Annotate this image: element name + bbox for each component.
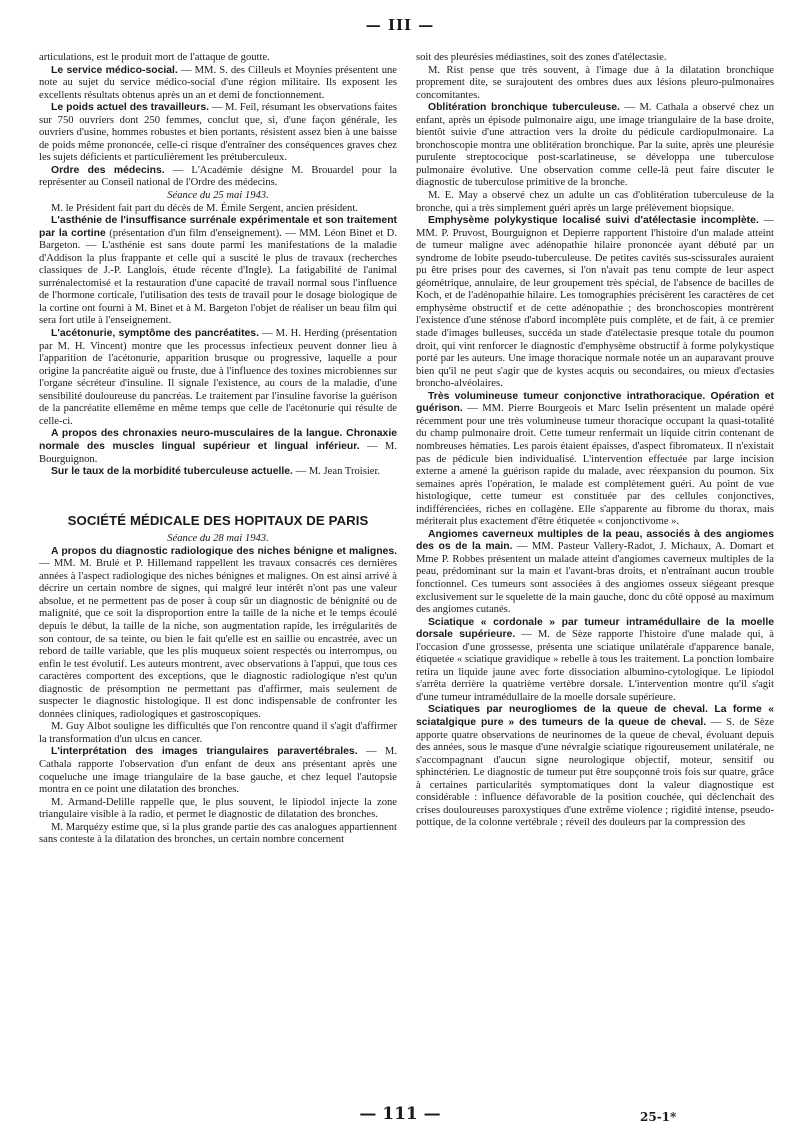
paragraph: M. Marquézy estime que, si la plus grande partie des cas analogues appartiennent sans conteste à la dilatation des bronches, un certain nombre concernent: [39, 821, 397, 846]
page-number-roman: — III —: [365, 16, 435, 34]
article-heading: Ordre des médecins.: [51, 164, 165, 176]
paragraph: Emphysème polykystique localisé suivi d'atélectasie incomplète. — MM. P. Pruvost, Bourguignon et Depierre rapportent l'histoire d'un malade atteint de tumeur maligne avec adénopathie hilaire prononcée ayant débuté par un syndrome de lobite pseudo-tuberculeuse. De petites cavités sus-scissurales auraient pu être prises pour des cavernes, si l'on n'avait pas tenu compte de leur aspect géométrique, annulaire, de leur groupement très spécial, de l'absence de bacilles de Koch, et de l'adénopathie hilaire. Les tomographies précisèrent les caractères de cet emphysème obstructif et de cette adénopathie ; des bronchoscopies montrèrent l'existence d'une sténose d'abord incomplète puis complète, et de fait, à ce premier stade d'images bulleuses, succéda un stade d'atélectasie presque totale du poumon droit, qui vint renforcer le diagnostic d'emphysème obstructif à forme polykystique porté par les auteurs. Une image thoracique normale notée un an auparavant prouve bien qu'il ne peut s'agir que de kystes acquis ou secondaires, ou mieux d'ectasies broncho-alvéolaires.: [416, 215, 774, 390]
article-heading: Le poids actuel des travailleurs.: [51, 102, 209, 114]
article-heading: L'interprétation des images triangulaires paravertébrales.: [51, 746, 358, 758]
paragraph: A propos des chronaxies neuro-musculaires de la langue. Chronaxie normale des muscles lingual supérieur et lingual inférieur. — M. Bourguignon.: [39, 428, 397, 465]
paragraph: Le service médico-social. — MM. S. des Cilleuls et Moynies présentent une note au sujet du service médico-social d'une région militaire. Ils exposent les excellents résultats obtenus après un an et demi de fonctionnement.: [39, 64, 397, 101]
right-column: [416, 52, 774, 1102]
session-date: Séance du 28 mai 1943.: [167, 533, 269, 545]
article-heading: A propos des chronaxies neuro-musculaires de la langue. Chronaxie normale des muscles lingual supérieur et lingual inférieur.: [39, 428, 397, 452]
article-heading: Sciatique « cordonale » par tumeur intramédullaire de la moelle dorsale supérieure.: [416, 616, 774, 641]
paragraph: M. E. May a observé chez un adulte un cas d'oblitération tuberculeuse de la bronche, qui a très simplement guéri après un large prélèvement biopsique.: [416, 190, 774, 214]
paragraph: soit des pleurésies médiastines, soit des zones d'atélectasie.: [416, 52, 667, 63]
paragraph: M. Armand-Delille rappelle que, le plus souvent, le lipiodol injecte la zone triangulaire visible à la radio, et permet le diagnostic de dilatation des bronches.: [39, 796, 397, 821]
society-heading: SOCIÉTÉ MÉDICALE DES HOPITAUX DE PARIS: [67, 512, 369, 528]
paragraph: Sciatiques par neurogliomes de la queue de cheval. La forme « sciatalgique pure » des tumeurs de la queue de cheval. — S. de Sèze apporte quatre observations de neurinomes de la queue de cheval, évoluant depuis des années, sous le masque d'une névralgie sciatique rigoureusement unilatérale, ne s'accompagnant d'aucun signe neurologique objectif, moteur, sensitif ou sphinctérien. Le diagnostic de tumeur put être soupçonné trois fois sur quatre, grâce à certaines particularités symptomatiques dont la valeur diagnostique est considérable : influence défavorable de la position couchée, qui déclenchait des crises douloureuses paroxystiques d'une extrême violence ; rigidité intense, pseudo-pottique, de la colonne vertébrale ; réveil des douleurs par la compression des: [416, 704, 774, 829]
article-heading: Sur le taux de la morbidité tuberculeuse actuelle.: [51, 466, 293, 478]
paragraph: M. le Président fait part du décès de M. Émile Sergent, ancien président.: [51, 202, 358, 214]
paragraph: M. Guy Albot souligne les difficultés que l'on rencontre quand il s'agit d'affirmer la transformation d'un ulcus en cancer.: [39, 721, 397, 745]
article-heading: L'acétonurie, symptôme des pancréatites.: [51, 328, 259, 340]
article-heading: Le service médico-social.: [51, 64, 178, 76]
paragraph: L'interprétation des images triangulaires paravertébrales. — M. Cathala rapporte l'observation d'un enfant de deux ans présentant après une coqueluche une image triangulaire de la base gauche, et chez lequel l'autopsie montra en ce point une dilatation des bronches.: [39, 746, 397, 796]
signature-mark: 25-1*: [640, 1110, 677, 1124]
paragraph: A propos du diagnostic radiologique des niches bénigne et malignes. — MM. M. Brulé et P. Hillemand rappellent les travaux consacrés ces dernières années à l'aspect radiologique des niches bénignes et malignes. On est ainsi arrivé à décrire un certain nombre de signes, qui malgré leur intérêt n'ont pas une valeur absolue, et ne permettent pas de poser à coup sûr un diagnostic de bénignité ou de malignité, que ce soit la disproportion entre la taille de la niche et le temps écoulé depuis le début, la taille de la niche, son augmentation rapide, les irrégularités de son contour, de sa teinte, ou bien le fait qu'elle est en saillie ou encastrée, avec un rebord de taille variable, que les plis muqueux soient respectés ou interrompus, ou enfin le test évolutif. Les auteurs montrent, avec observations à l'appui, que tous ces caractères comportent des exceptions, que le diagnostic radiologique n'est qu'un diagnostic de présomption ne permettant pas d'affirmer, mais seulement de suspecter le diagnostic histologique. Il est donc indispensable de confronter les données cliniques, radiologiques et gastroscopiques.: [39, 545, 397, 720]
article-heading: Très volumineuse tumeur conjonctive intrathoracique. Opération et guérison.: [416, 390, 774, 415]
paragraph: M. Rist pense que très souvent, à l'image due à la dilatation bronchique proprement dite, se surajoutent des ombres dues aux lésions pleuro-pulmonaires concomitantes.: [416, 64, 774, 101]
article-heading: Oblitération bronchique tuberculeuse.: [428, 102, 620, 114]
session-date: Séance du 25 mai 1943.: [167, 190, 269, 202]
paragraph: L'acétonurie, symptôme des pancréatites. — M. H. Herding (présentation par M. H. Vincent) montre que les processus infectieux peuvent donner lieu à l'apparition de l'acétonurie, apparition brusque ou progressive, laquelle a pour origine la pancréatite aiguë ou fruste, due à l'influence des toxines microbiennes sur l'organe sécréteur d'insuline. Il signale l'existence, au cours de la maladie, d'une sensibilité douloureuse du pancréas. Le traitement par l'insuline favorise la guérison de la pancréatite ellemême en même temps que celle de l'acétonurie qui résulte de celle-ci.: [39, 328, 397, 427]
article-heading: Angiomes caverneux multiples de la peau, associés à des angiomes des os de la main.: [416, 528, 774, 553]
left-column: [39, 52, 397, 1102]
article-heading: Emphysème polykystique localisé suivi d'atélectasie incomplète.: [428, 215, 759, 227]
paragraph: articulations, est le produit mort de l'attaque de goutte.: [39, 52, 270, 63]
article-heading: L'asthénie de l'insuffisance surrénale expérimentale et son traitement par la cortine: [39, 215, 397, 239]
paragraph: L'asthénie de l'insuffisance surrénale expérimentale et son traitement par la cortine (présentation d'un film d'enseignement). — MM. Léon Binet et D. Bargeton. — L'asthénie est sans doute parmi les manifestations de la maladie d'Addison la plus frappante et celle qui a suscité le plus de travaux (recherches classiques de J.-P. Langlois, étude récente d'Ingle). La fatigabilité de l'animal surrénalectomisé et la restauration d'une capacité de travail normal sous l'influence de l'hormone corticale, l'utilisation des tests de travail pour le dosage biologique de la cortine ont fourni à M. Binet et à M. Bargeton l'objet de réaliser un beau film qui sera fort utile à l'enseignement.: [39, 215, 397, 327]
paragraph: Oblitération bronchique tuberculeuse. — M. Cathala a observé chez un enfant, après un épisode pulmonaire aigu, une image triangulaire de la base droite, bientôt suivie d'une attraction vers la droite du pédicule cardiopulmonaire. La bronchoscopie montra une oblitération bronchique. Par la suite, après une pleurésie purulente streptococique post-scarlatineuse, se développa une tuberculose pulmonaire évolutive. Une observation comme celle-là peut faire discuter le diagnostic de tuberculose primitive de la bronche.: [416, 102, 774, 189]
paragraph: Le poids actuel des travailleurs. — M. Feil, résumant les observations faites sur 750 ouvriers dont 250 femmes, conclut que, si, d'une façon générale, les ouvriers d'usine, hommes robustes et bien portants, résistent assez bien à une baisse de poids même prononcée, celle-ci risque d'entraîner des conséquences graves chez les sujets déficients et particulièrement les prétuberculeux.: [39, 102, 397, 164]
article-heading: A propos du diagnostic radiologique des niches bénigne et malignes.: [51, 545, 397, 557]
paragraph: Sur le taux de la morbidité tuberculeuse actuelle. — M. Jean Troisier.: [51, 466, 381, 478]
paragraph: Très volumineuse tumeur conjonctive intrathoracique. Opération et guérison. — MM. Pierre Bourgeois et Marc Iselin présentent un malade opéré récemment pour une très volumineuse tumeur thoracique occupant la quasi-totalité du champ pulmonaire droit. Cette tumeur renfermait un liquide citrin contenant de nombreuses hématies. Les parois étaient épaisses, d'aspect fibromateux. Il n'existait pas de pédicule bien individualisé. L'intervention effectuée par large incision externe a amené la guérison rapide du malade, avec réexpansion du poumon. Six semaines après l'opération, le malade est complètement guéri. Au point de vue histologique, cette tumeur est constituée par des cellules conjonctives, indifférenciées, riches en collagène. Elle s'apparente au fibrome du thorax, mais mériterait plus exactement d'être étiquetée « conjonctivome ».: [416, 390, 774, 528]
paragraph: Ordre des médecins. — L'Académie désigne M. Brouardel pour la représenter au Conseil national de l'Ordre des médecins.: [39, 164, 397, 189]
paragraph: Sciatique « cordonale » par tumeur intramédullaire de la moelle dorsale supérieure. — M. de Sèze rapporte l'histoire d'une malade qui, à l'occasion d'une grossesse, présenta une sciatique unilatérale d'apparence banale, étiquetée « sciatique gravidique » rebelle à tous les traitement. La ponction lombaire retira un liquide jaune avec forte dissociation albumino-cytologique. Le lipiodol s'arrêta derrière la quatrième vertèbre dorsale. L'intervention montre qu'il s'agit d'une tumeur intramédullaire de la moelle dorsale supérieure.: [416, 616, 774, 703]
page-number: — 111 —: [359, 1104, 441, 1124]
article-heading: Sciatiques par neurogliomes de la queue de cheval. La forme « sciatalgique pure » des tumeurs de la queue de cheval.: [416, 704, 774, 728]
paragraph: Angiomes caverneux multiples de la peau, associés à des angiomes des os de la main. — MM. Pasteur Vallery-Radot, J. Michaux, A. Domart et Mme P. Robbes présentent un malade atteint d'angiomes caverneux multiples de la peau, prédominant sur la main et l'avant-bras droits, et n'entraînant aucun trouble fonctionnel. Ces tumeurs sont associées à des angiomes osseux siégeant presque exclusivement sur le squelette de la main gauche, donc du côté opposé au maximum des angiomes cutanés.: [416, 528, 774, 616]
